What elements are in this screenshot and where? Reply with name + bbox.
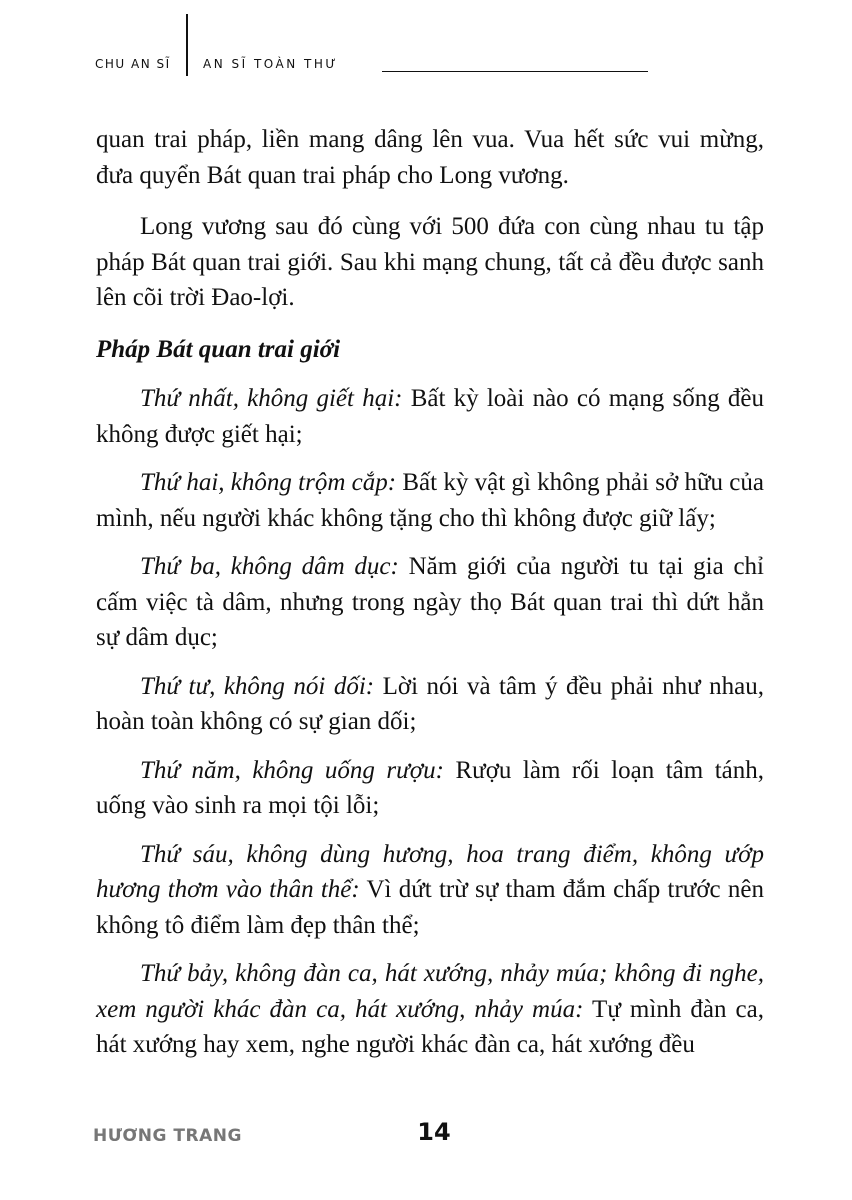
header-divider bbox=[186, 14, 188, 76]
section-heading: Pháp Bát quan trai giới bbox=[96, 335, 341, 363]
precept-lead: Thứ hai, không trộm cắp: bbox=[140, 469, 397, 496]
page-footer bbox=[0, 1110, 852, 1170]
precept-lead: Thứ ba, không dâm dục: bbox=[140, 553, 399, 580]
publisher-logo: HƯƠNG TRANG bbox=[93, 1126, 242, 1146]
precept-item bbox=[96, 669, 764, 740]
precept-lead: Thứ năm, không uống rượu: bbox=[140, 756, 444, 784]
header-rule bbox=[382, 71, 648, 72]
precept-text: Năm giới của người tu tại gia chỉ cấm việc tà dâm, nhưng trong ngày thọ Bát quan trai thì dứt hẳn sự dâm dục; bbox=[96, 553, 764, 651]
precept-item bbox=[96, 381, 764, 452]
precept-text: Rượu làm rối loạn tâm tánh, uống vào sinh ra mọi tội lỗi; bbox=[96, 756, 764, 819]
page-header bbox=[0, 0, 852, 90]
paragraph-continued: quan trai pháp, liền mang dâng lên vua. Vua hết sức vui mừng, đưa quyển Bát quan trai pháp cho Long vương. bbox=[96, 126, 764, 189]
precept-item bbox=[96, 465, 764, 536]
page-number: 14 bbox=[417, 1118, 451, 1146]
precept-item bbox=[96, 956, 764, 1063]
running-header-author: CHU AN SĨ bbox=[95, 57, 171, 71]
precept-text: Vì dứt trừ sự tham đắm chấp trước nên không tô điểm làm đẹp thân thể; bbox=[96, 876, 764, 939]
running-header-book-title: AN SĨ TOÀN THƯ bbox=[203, 57, 339, 71]
page-body bbox=[96, 122, 764, 1076]
precept-lead: Thứ sáu, không dùng hương, hoa trang điểm, không ướp hương thơm vào thân thể: bbox=[96, 840, 764, 903]
precept-lead: Thứ tư, không nói dối: bbox=[140, 672, 375, 700]
precept-text: Bất kỳ vật gì không phải sở hữu của mình, nếu người khác không tặng cho thì không được giữ lấy; bbox=[96, 469, 764, 532]
precept-text: Bất kỳ loài nào có mạng sống đều không được giết hại; bbox=[96, 385, 765, 448]
precept-text: Tự mình đàn ca, hát xướng hay xem, nghe người khác đàn ca, hát xướng đều bbox=[96, 995, 764, 1058]
precept-item bbox=[96, 549, 764, 656]
precept-item bbox=[96, 837, 764, 944]
paragraph: Long vương sau đó cùng với 500 đứa con cùng nhau tu tập pháp Bát quan trai giới. Sau khi mạng chung, tất cả đều được sanh lên cõi trời Đao-lợi. bbox=[96, 213, 764, 311]
precept-item bbox=[96, 753, 764, 824]
precept-lead: Thứ bảy, không đàn ca, hát xướng, nhảy múa; không đi nghe, xem người khác đàn ca, hát xướng, nhảy múa: bbox=[96, 960, 764, 1023]
precept-text: Lời nói và tâm ý đều phải như nhau, hoàn toàn không có sự gian dối; bbox=[96, 672, 764, 735]
precept-lead: Thứ nhất, không giết hại: bbox=[140, 385, 403, 412]
